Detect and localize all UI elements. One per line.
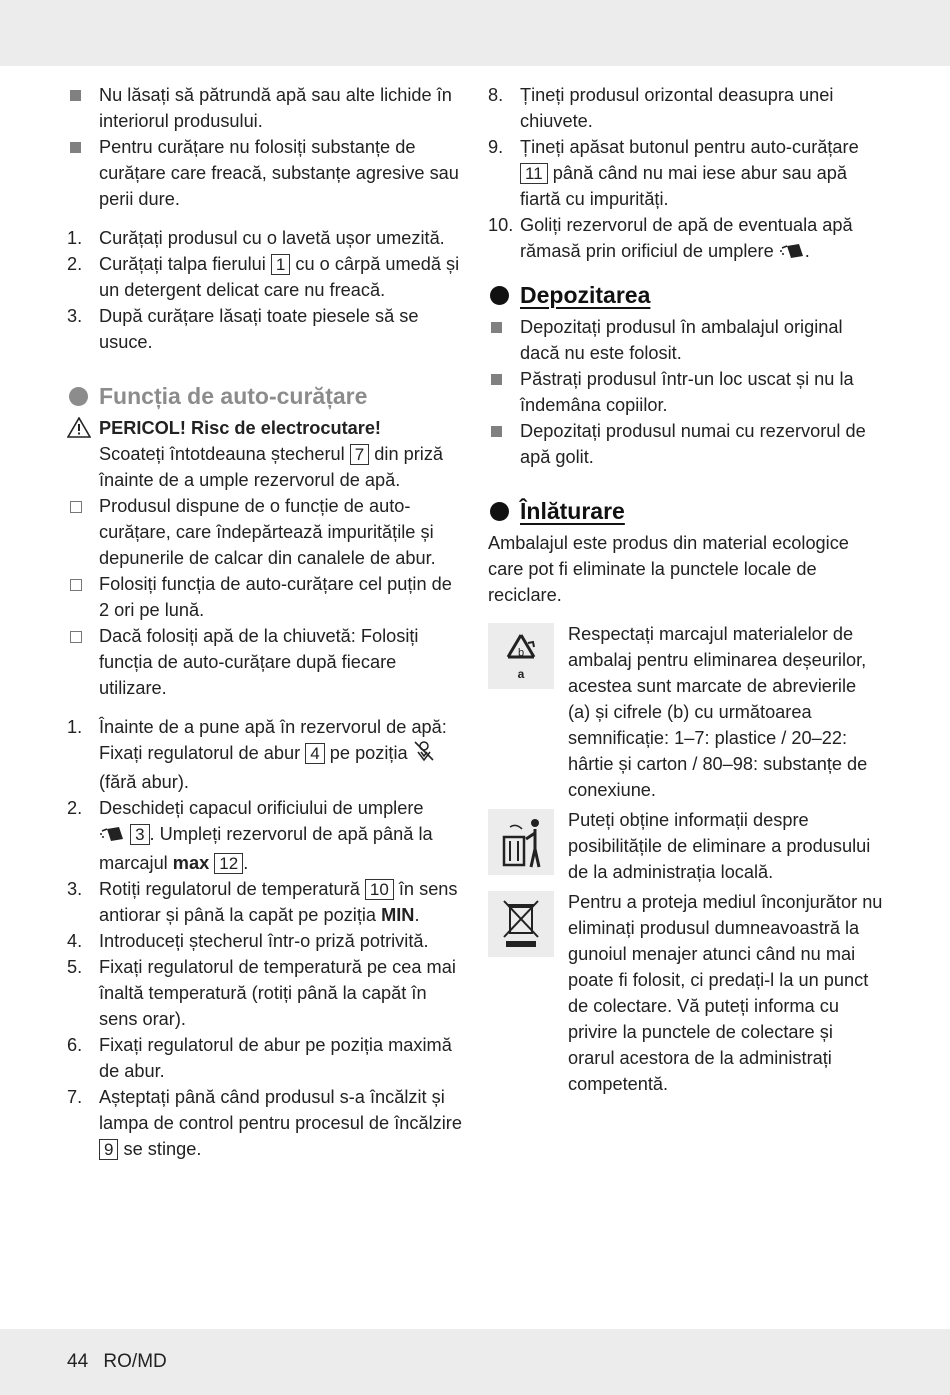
square-bullet-icon xyxy=(491,322,502,333)
square-bullet-icon xyxy=(70,90,81,101)
trash-bin-icon xyxy=(488,809,554,875)
list-item: Depozitați produsul numai cu rezervorul de apă golit. xyxy=(488,418,883,470)
part-number: 12 xyxy=(214,853,243,874)
step-6: 6. Fixați regulatorul de abur pe poziția maximă de abur. xyxy=(67,1035,452,1081)
list-item: Nu lăsați să pătrundă apă sau alte lichide în interiorul produsului. xyxy=(67,82,462,134)
square-bullet-icon xyxy=(491,374,502,385)
step-9: 9. Țineți apăsat butonul pentru auto-curățare 11 până când nu mai iese abur sau apă fiartă cu impurități. xyxy=(488,137,859,209)
step-1: 1. Curățați produsul cu o lavetă ușor umezită. xyxy=(67,228,445,248)
step-1: 1. Înainte de a pune apă în rezervorul de apă: Fixați regulatorul de abur 4 pe poziția (fără abur). xyxy=(67,717,447,792)
step-2: 2. Deschideți capacul orificiului de umplere 3 . Umpleți rezervorul de apă până la marcajul max 12 . xyxy=(67,798,433,873)
recycling-icon xyxy=(488,623,554,689)
checkbox-bullet-icon xyxy=(70,579,82,591)
warning-triangle-icon xyxy=(67,417,91,445)
step-3: 3. Rotiți regulatorul de temperatură 10 în sens antiorar și până la capăt pe poziția MIN. xyxy=(67,879,458,925)
section-heading-self-clean: Funcția de auto-curățare xyxy=(67,381,462,411)
warning-title: PERICOL! Risc de electrocutare! xyxy=(99,418,381,438)
left-column xyxy=(67,82,462,1162)
fill-jug-icon xyxy=(779,241,805,267)
step-4: 4. Introduceți ștecherul într-o priză potrivită. xyxy=(67,931,429,951)
section-heading-disposal: Înlăturare xyxy=(488,496,883,526)
svg-text:a: a xyxy=(517,667,525,681)
right-column xyxy=(488,82,883,1097)
bullet-dot-icon xyxy=(69,387,88,406)
page-number: 44 xyxy=(67,1351,89,1372)
part-number: 4 xyxy=(305,743,324,764)
info-item: Produsul dispune de o funcție de auto-curățare, care îndepărtează impuritățile și depunerile de calcar din canalele de abur. xyxy=(67,493,462,571)
list-item: Păstrați produsul într-un loc uscat și nu la îndemâna copiilor. xyxy=(488,366,883,418)
svg-text:b: b xyxy=(517,647,525,659)
top-band xyxy=(0,0,950,66)
fill-jug-icon xyxy=(99,824,125,850)
language-code: RO/MD xyxy=(103,1351,167,1372)
step-2: 2. Curățați talpa fierului 1 cu o cârpă umedă și un detergent delicat care nu freacă. xyxy=(67,254,460,300)
part-number: 7 xyxy=(350,444,369,465)
list-item: Depozitați produsul în ambalajul original dacă nu este folosit. xyxy=(488,314,883,366)
part-number: 10 xyxy=(365,879,394,900)
square-bullet-icon xyxy=(70,142,81,153)
recycling-note: b a Respectați marcajul materialelor de ambalaj pentru eliminarea deșeurilor, acestea sunt marcate de abrevierile (a) și cifrele (b) cu următoarea semnificație: 1–7: plastice / 20–22: hârtie și carton / 80–98: substanțe de conexiune. xyxy=(488,621,883,803)
section-heading-storage: Depozitarea xyxy=(488,280,883,310)
step-10: 10. Goliți rezervorul de apă de eventuala apă rămasă prin orificiul de umplere . xyxy=(488,212,883,267)
crossed-bin-icon xyxy=(488,891,554,957)
info-item: Dacă folosiți apă de la chiuvetă: Folosiți funcția de auto-curățare după fiecare utilizare. xyxy=(67,623,462,701)
step-8: 8. Țineți produsul orizontal deasupra unei chiuvete. xyxy=(488,85,834,131)
warning-block: PERICOL! Risc de electrocutare! Scoateți întotdeauna ștecherul 7 din priză înainte de a umple rezervorul de apă. xyxy=(67,415,462,493)
weee-note: Pentru a proteja mediul înconjurător nu eliminați produsul dumneavoastră la gunoiul menajer atunci când nu mai poate fi folosit, ci predați-l la un punct de colectare. Vă puteți informa cu privire la punctele de colectare și orarul acestora de la administrați competentă. xyxy=(488,889,883,1097)
page-footer xyxy=(67,1350,177,1374)
list-item: Pentru curățare nu folosiți substanțe de curățare care freacă, substanțe agresive sau perii dure. xyxy=(67,134,462,212)
bullet-dot-icon xyxy=(490,502,509,521)
checkbox-bullet-icon xyxy=(70,501,82,513)
disposal-intro: Ambalajul este produs din material ecologice care pot fi eliminate la punctele locale de reciclare. xyxy=(488,533,849,605)
step-3: 3. După curățare lăsați toate piesele să se usuce. xyxy=(67,306,419,352)
part-number: 11 xyxy=(520,163,548,184)
info-item: Folosiți funcția de auto-curățare cel puțin de 2 ori pe lună. xyxy=(67,571,462,623)
step-7: 7. Așteptați până când produsul s-a încălzit și lampa de control pentru procesul de încălzire 9 se stinge. xyxy=(67,1087,462,1159)
part-number: 1 xyxy=(271,254,290,275)
bullet-dot-icon xyxy=(490,286,509,305)
local-info-note: Puteți obține informații despre posibilitățile de eliminare a produsului de la administrația locală. xyxy=(488,807,883,885)
no-steam-icon xyxy=(413,740,435,769)
part-number: 9 xyxy=(99,1139,118,1160)
checkbox-bullet-icon xyxy=(70,631,82,643)
step-5: 5. Fixați regulatorul de temperatură pe cea mai înaltă temperatură (rotiți până la capăt în sens orar). xyxy=(67,957,456,1029)
square-bullet-icon xyxy=(491,426,502,437)
part-number: 3 xyxy=(130,824,149,845)
